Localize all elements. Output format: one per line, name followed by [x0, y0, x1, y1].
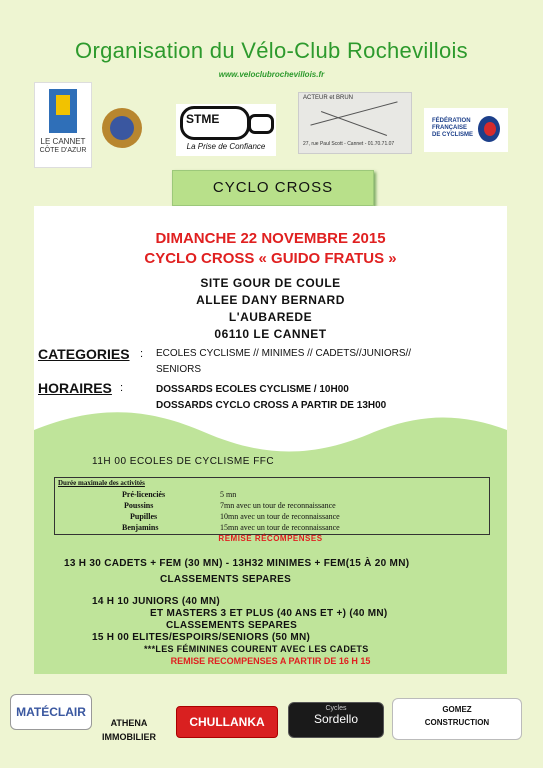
map-logo-address: 27, rue Paul Scott - Cannet - 01.70.71.07 — [303, 141, 395, 147]
horaires-colon: : — [120, 382, 124, 394]
table-row-label: Pré-licenciés — [122, 490, 166, 499]
schedule-feminines-note: ***LES FÉMININES COURENT AVEC LES CADETS — [144, 644, 369, 654]
event-name: CYCLO CROSS « GUIDO FRATUS » — [144, 250, 397, 267]
cannet-logo-subtext: CÔTE D'AZUR — [39, 147, 87, 154]
discipline-banner — [172, 170, 374, 206]
categories-list-cont: SENIORS — [156, 364, 202, 375]
categories-colon: : — [140, 348, 144, 360]
sponsor-mateclair-text: MATÉCLAIR — [16, 705, 86, 719]
venue-line: 06110 LE CANNET — [214, 327, 327, 341]
map-logo-title: ACTEUR et BRUN — [303, 95, 354, 101]
stme-tagline: La Prise de Confiance — [186, 142, 266, 151]
sponsor-athena — [96, 702, 162, 766]
sponsor-athena-line2: IMMOBILIER — [102, 732, 156, 742]
schedule-elites: 15 H 00 ELITES/ESPOIRS/SENIORS (50 MN) — [92, 632, 311, 643]
venue-line: ALLEE DANY BERNARD — [196, 293, 345, 307]
event-date: DIMANCHE 22 NOVEMBRE 2015 — [155, 230, 386, 247]
stme-logo-text: STME — [186, 112, 220, 126]
categories-list: ECOLES CYCLISME // MINIMES // CADETS//JUNIORS// — [156, 348, 412, 359]
schedule-juniors: 14 H 10 JUNIORS (40 MN) — [92, 596, 221, 607]
table-row-label: Poussins — [124, 501, 154, 510]
schedule-cadets: 13 H 30 CADETS + FEM (30 MN) - 13H32 MINIMES + FEM(15 À 20 MN) — [64, 558, 410, 569]
website-url[interactable]: www.veloclubrochevillois.fr — [218, 70, 325, 79]
table-row-value: 10mn avec un tour de reconnaissance — [220, 512, 340, 521]
table-row-label: Pupilles — [130, 512, 158, 521]
stme-logo — [176, 104, 276, 156]
banner-text: CYCLO CROSS — [212, 179, 334, 196]
horaires-line: DOSSARDS CYCLO CROSS A PARTIR DE 13H00 — [156, 400, 387, 411]
ffc-logo — [424, 108, 508, 152]
table-heading: Durée maximale des activités — [58, 479, 145, 487]
cannet-tower-icon — [56, 95, 70, 115]
sponsor-gomez — [392, 698, 522, 740]
table-row-value: 7mn avec un tour de reconnaissance — [220, 501, 336, 510]
plug-icon — [248, 114, 274, 134]
table-row-value: 5 mn — [220, 490, 237, 499]
table-row-label: Benjamins — [122, 523, 159, 532]
page-title: Organisation du Vélo-Club Rochevillois — [75, 38, 468, 63]
venue-line: L'AUBAREDE — [228, 310, 313, 324]
le-cannet-logo — [34, 82, 92, 168]
sponsor-map-logo — [298, 92, 412, 154]
remise-recompenses: REMISE RÉCOMPENSES — [218, 534, 323, 543]
sponsor-athena-line1: ATHENA — [110, 718, 148, 728]
crest-cross-icon — [110, 116, 134, 140]
schedule-classements: CLASSEMENTS SEPARES — [160, 574, 292, 585]
sponsor-sordello-top: Cycles — [325, 705, 347, 712]
sponsor-gomez-line1: GOMEZ — [442, 705, 472, 714]
schedule-classements: CLASSEMENTS SEPARES — [166, 620, 298, 631]
horaires-heading: HORAIRES — [38, 380, 112, 396]
club-crest-logo — [102, 108, 142, 148]
sponsor-sordello — [288, 702, 384, 738]
cannet-logo-text: LE CANNET — [40, 137, 86, 146]
schedule-ecoles: 11H 00 ECOLES DE CYCLISME FFC — [92, 456, 275, 467]
sponsor-gomez-line2: CONSTRUCTION — [424, 718, 490, 727]
table-row-value: 15mn avec un tour de reconnaissance — [220, 523, 340, 532]
ffc-red-swoosh-icon — [484, 122, 496, 136]
horaires-line: DOSSARDS ECOLES CYCLISME / 10H00 — [156, 384, 349, 395]
sponsor-mateclair — [10, 694, 92, 730]
remise-recompenses-time: REMISE RECOMPENSES A PARTIR DE 16 H 15 — [170, 656, 371, 666]
schedule-masters: ET MASTERS 3 ET PLUS (40 ANS ET +) (40 MN) — [150, 608, 388, 619]
sponsor-sordello-text: Sordello — [313, 712, 359, 726]
sponsor-chullanka-text: CHULLANKA — [189, 715, 265, 729]
sponsor-chullanka — [176, 706, 278, 738]
categories-heading: CATEGORIES — [38, 346, 130, 362]
venue-line: SITE GOUR DE COULE — [200, 276, 341, 290]
map-road-line — [321, 111, 387, 136]
ffc-logo-text: FÉDÉRATION FRANÇAISE DE CYCLISME — [432, 118, 474, 138]
